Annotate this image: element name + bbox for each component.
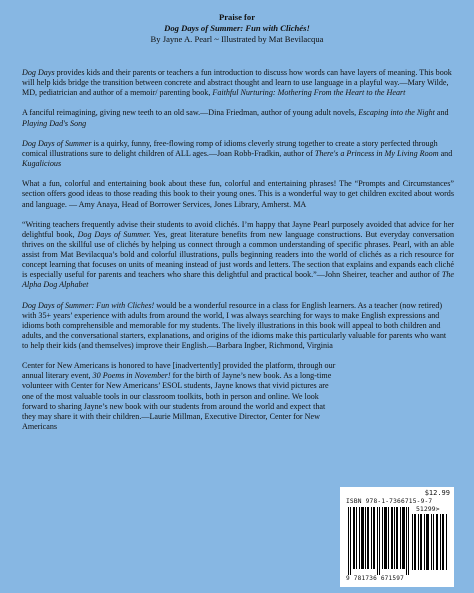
blurb-text: and xyxy=(434,108,449,118)
price-label: $12.99 xyxy=(424,489,450,497)
blurb-robb-fradkin xyxy=(22,139,454,169)
blurb-text: A fanciful reimagining, giving new teeth to an old saw.—Dina Friedman, author of young adult novels, xyxy=(22,108,359,118)
blurb-text: What a fun, colorful and entertaining book about these fun, colorful and entertaining phrases! The “Prompts and Circumstances” section offers good ideas to those reading this book to their young ones. This is a wonderful way to get children excited about words and language. — Amy Anaya, Head of Borrower Services, Jones Library, Amherst. MA xyxy=(22,179,454,209)
blurb-text: is a quirky, funny, free-flowing romp of idioms cleverly strung together to create a story perfected through comical illustrations sure to delight children of ALL ages.—Joan Robb-Fradkin, author of xyxy=(22,138,438,158)
praise-heading: Praise for xyxy=(218,12,256,22)
blurb-italic: Dog Days of Summer. xyxy=(77,229,151,239)
blurb-text: “Writing teachers frequently advise their students to avoid clichés. I’m happy that Jayne Pearl purposely avoided that advice for her delightful book, xyxy=(22,219,454,239)
isbn-label: ISBN 978-1-7366715-9-7 xyxy=(346,498,433,505)
book-title: Dog Days of Summer: Fun with Clichés! xyxy=(164,23,310,33)
blurb-text: Yes, great literature benefits from new language constructions. But everyday conversation thrives on the skillful use of clichés by helping us connect through a common understanding of specific phrases. Pearl, with an able assist from Mat Bevilacqua’s bold and colorful illustrations, pulls beginning readers into the world of clichés as a rich resource for concept learning that focuses on units of meaning instead of just words and letters. The section that explains and expands each cliché is especially useful for parents and teachers who share this delightful and practical book.”—John Sheirer, teacher and author of xyxy=(22,229,454,280)
barcode-digits: 9 781736 671597 xyxy=(346,575,405,582)
blurb-italic: Dog Days of Summer: Fun with Cliches! xyxy=(22,300,155,310)
isbn-barcode xyxy=(340,487,454,587)
blurb-wilde xyxy=(22,68,454,98)
blurb-center-new-americans xyxy=(22,361,340,432)
blurb-sheirer xyxy=(22,220,454,291)
blurbs xyxy=(22,68,454,442)
blurb-italic: Dog Days of Summer xyxy=(22,138,92,148)
blurb-text: Center for New Americans is honored to have [inadvertently] provided the platform, through our annual literary event, xyxy=(22,361,336,381)
blurb-text: and xyxy=(438,148,453,158)
blurb-italic: There's a Princess in My Living Room xyxy=(314,148,439,158)
price-addon-bars xyxy=(412,514,448,570)
blurb-italic: 30 Poems in November! xyxy=(92,371,171,381)
blurb-italic: Escaping into the Night xyxy=(358,108,435,118)
blurb-italic: Playing Dad's Song xyxy=(22,118,87,128)
blurb-italic: Dog Days xyxy=(22,68,55,77)
blurb-friedman xyxy=(22,108,454,128)
price-addon-digits: 51299> xyxy=(416,505,440,513)
praise-header xyxy=(0,12,474,45)
blurb-italic: The Alpha Dog Alphabet xyxy=(22,270,454,290)
blurb-text: for the birth of Jayne’s new book. As a long-time volunteer with Center for New Americans’ ESOL students, Jayne knows that vivid pictures are one of the most valuable tools in our classroom toolkits, both in person and online. We look forward to sharing Jayne’s new book with our students from around the world and expect that they may share it with their children.—Laurie Millman, Executive Director, Center for New Americans xyxy=(22,371,332,431)
blurb-italic: Kugalicious xyxy=(22,159,62,169)
byline: By Jayne A. Pearl ~ Illustrated by Mat Bevilacqua xyxy=(150,34,324,44)
blurb-ingber xyxy=(22,301,454,351)
blurb-italic: Faithful Nurturing: Mothering From the Heart to the Heart xyxy=(212,88,406,98)
blurb-text: provides kids and their parents or teachers a fun introduction to discuss how words can have layers of meaning. This book will help kids bridge the transition between concrete and abstract thought and learn to use language in a playful way.—Mary Wilde, MD, pediatrician and author of a memoir/ parenting book, xyxy=(22,68,452,98)
blurb-text: would be a wonderful resource in a class for English learners. As a teacher (now retired) with 35+ years’ experience with adults from around the world, I was always searching for ways to make English expressions and idioms both comprehensible and memorable for my students. The lively illustrations in this book will appeal to both children and adults, and the conversational starters, explanations, and origins of the idioms make this particularly valuable for parents who want to help their kids (and themselves) improve their English.—Barbara Ingber, Richmond, Virginia xyxy=(22,300,447,350)
blurb-anaya xyxy=(22,179,454,209)
ean-barcode-bars xyxy=(346,507,410,575)
